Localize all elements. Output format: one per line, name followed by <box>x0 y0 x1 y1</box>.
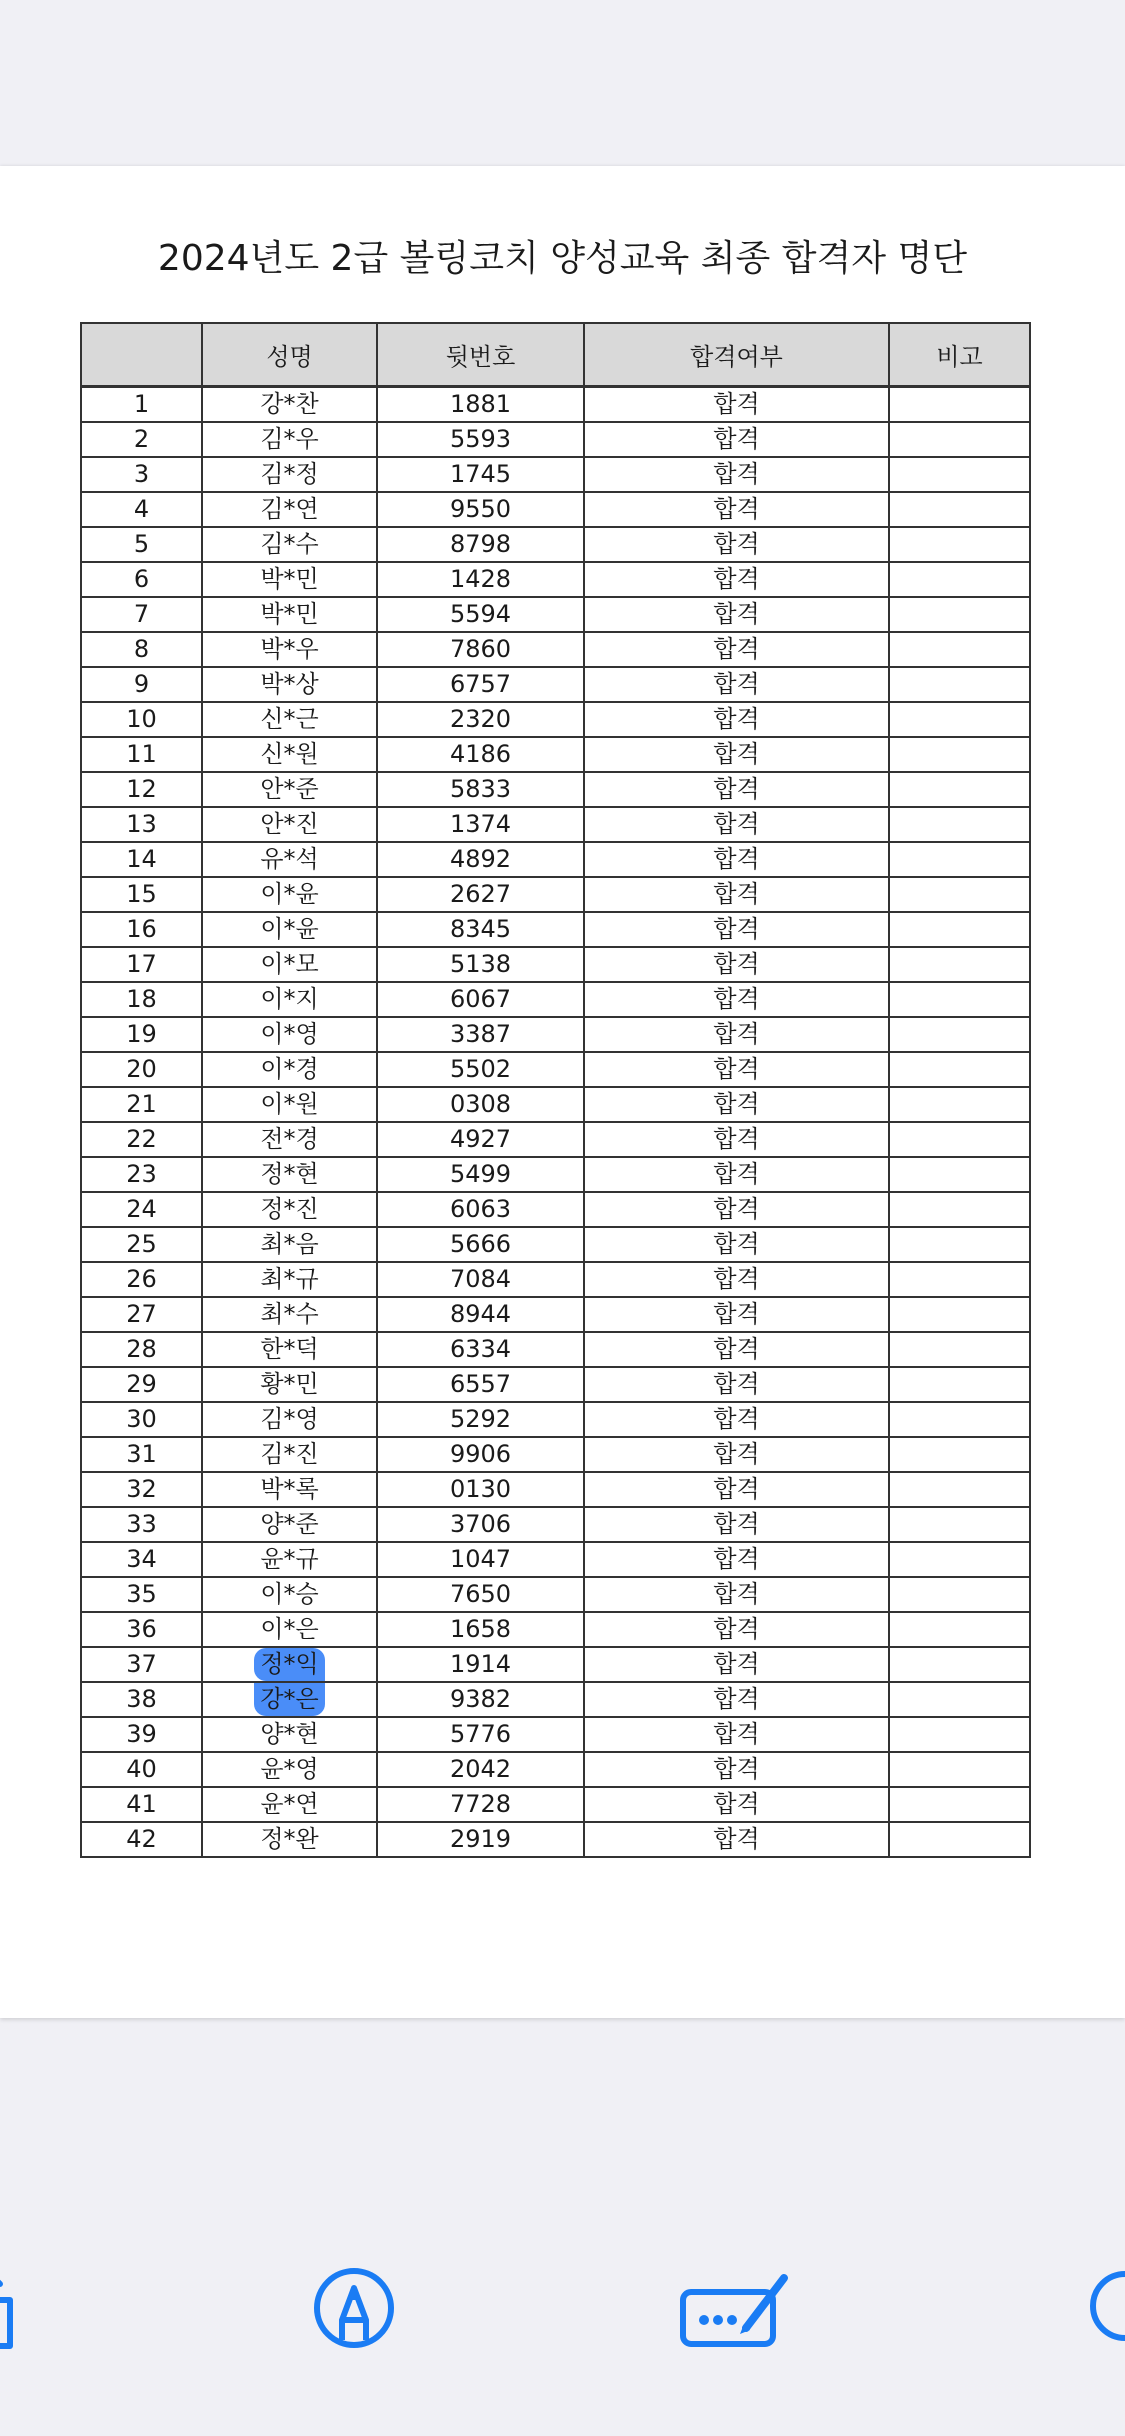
row-number: 2 <box>81 422 202 457</box>
row-back-number: 8798 <box>377 527 584 562</box>
table-row <box>81 1472 1030 1507</box>
row-number: 28 <box>81 1332 202 1367</box>
signature-button[interactable] <box>678 2260 794 2356</box>
row-remarks <box>889 667 1030 702</box>
row-number: 38 <box>81 1682 202 1717</box>
row-remarks <box>889 1052 1030 1087</box>
row-result: 합격 <box>584 1787 889 1822</box>
row-name: 신*원 <box>202 737 377 772</box>
row-back-number: 5594 <box>377 597 584 632</box>
row-remarks <box>889 1017 1030 1052</box>
row-name: 정*진 <box>202 1192 377 1227</box>
selected-text-highlight[interactable]: 강*은 <box>254 1683 324 1716</box>
table-row <box>81 1787 1030 1822</box>
row-number: 21 <box>81 1087 202 1122</box>
table-row <box>81 1402 1030 1437</box>
row-number: 20 <box>81 1052 202 1087</box>
row-name: 김*수 <box>202 527 377 562</box>
row-name: 이*모 <box>202 947 377 982</box>
markup-pen-icon <box>306 2260 402 2356</box>
results-table <box>80 322 1031 1858</box>
row-remarks <box>889 632 1030 667</box>
row-name: 정*완 <box>202 1822 377 1857</box>
row-number: 18 <box>81 982 202 1017</box>
row-name: 안*진 <box>202 807 377 842</box>
row-number: 11 <box>81 737 202 772</box>
row-back-number: 5502 <box>377 1052 584 1087</box>
row-back-number: 9550 <box>377 492 584 527</box>
row-number: 15 <box>81 877 202 912</box>
row-result: 합격 <box>584 597 889 632</box>
row-name: 이*원 <box>202 1087 377 1122</box>
row-name: 이*윤 <box>202 877 377 912</box>
row-name: 최*규 <box>202 1262 377 1297</box>
table-row <box>81 562 1030 597</box>
row-name: 김*정 <box>202 457 377 492</box>
row-result: 합격 <box>584 1087 889 1122</box>
row-result: 합격 <box>584 1402 889 1437</box>
row-remarks <box>889 982 1030 1017</box>
column-header-remarks: 비고 <box>889 323 1030 387</box>
row-number: 16 <box>81 912 202 947</box>
row-result: 합격 <box>584 1052 889 1087</box>
row-result: 합격 <box>584 1192 889 1227</box>
row-remarks <box>889 1472 1030 1507</box>
row-back-number: 1428 <box>377 562 584 597</box>
table-row <box>81 1647 1030 1682</box>
search-button[interactable] <box>1079 2260 1125 2356</box>
row-number: 22 <box>81 1122 202 1157</box>
row-result: 합격 <box>584 1367 889 1402</box>
table-row <box>81 667 1030 702</box>
row-name: 박*민 <box>202 597 377 632</box>
table-row <box>81 982 1030 1017</box>
row-back-number: 6557 <box>377 1367 584 1402</box>
signature-icon <box>678 2260 794 2356</box>
row-remarks <box>889 597 1030 632</box>
row-name: 신*근 <box>202 702 377 737</box>
row-back-number: 1914 <box>377 1647 584 1682</box>
row-remarks <box>889 1402 1030 1437</box>
table-row <box>81 1262 1030 1297</box>
row-result: 합격 <box>584 1507 889 1542</box>
table-row <box>81 1122 1030 1157</box>
row-back-number: 4892 <box>377 842 584 877</box>
row-name: 김*진 <box>202 1437 377 1472</box>
table-row <box>81 1437 1030 1472</box>
row-result: 합격 <box>584 457 889 492</box>
row-name: 한*덕 <box>202 1332 377 1367</box>
row-number: 27 <box>81 1297 202 1332</box>
row-remarks <box>889 1682 1030 1717</box>
row-result: 합격 <box>584 1122 889 1157</box>
row-number: 14 <box>81 842 202 877</box>
row-name: 이*지 <box>202 982 377 1017</box>
row-result: 합격 <box>584 947 889 982</box>
table-row <box>81 772 1030 807</box>
row-name: 이*경 <box>202 1052 377 1087</box>
row-number: 1 <box>81 387 202 423</box>
row-remarks <box>889 1157 1030 1192</box>
row-remarks <box>889 527 1030 562</box>
table-row <box>81 1717 1030 1752</box>
row-back-number: 9906 <box>377 1437 584 1472</box>
row-number: 41 <box>81 1787 202 1822</box>
row-back-number: 4186 <box>377 737 584 772</box>
table-row <box>81 597 1030 632</box>
row-remarks <box>889 1227 1030 1262</box>
table-row <box>81 947 1030 982</box>
row-number: 40 <box>81 1752 202 1787</box>
row-back-number: 0130 <box>377 1472 584 1507</box>
row-back-number: 9382 <box>377 1682 584 1717</box>
table-body <box>81 387 1030 1858</box>
row-number: 19 <box>81 1017 202 1052</box>
row-name: 이*영 <box>202 1017 377 1052</box>
row-back-number: 6757 <box>377 667 584 702</box>
table-row <box>81 912 1030 947</box>
row-result: 합격 <box>584 1437 889 1472</box>
table-row <box>81 842 1030 877</box>
row-name: 정*현 <box>202 1157 377 1192</box>
column-header-number <box>81 323 202 387</box>
row-name: 강*찬 <box>202 387 377 423</box>
row-number: 37 <box>81 1647 202 1682</box>
selected-text-highlight[interactable]: 정*익 <box>254 1648 324 1681</box>
row-name: 최*수 <box>202 1297 377 1332</box>
table-row <box>81 527 1030 562</box>
row-remarks <box>889 387 1030 423</box>
row-result: 합격 <box>584 492 889 527</box>
table-row <box>81 422 1030 457</box>
row-back-number: 1374 <box>377 807 584 842</box>
row-number: 17 <box>81 947 202 982</box>
row-back-number: 6063 <box>377 1192 584 1227</box>
row-back-number: 5138 <box>377 947 584 982</box>
row-name <box>202 1647 377 1682</box>
row-back-number: 5833 <box>377 772 584 807</box>
row-result: 합격 <box>584 702 889 737</box>
row-remarks <box>889 562 1030 597</box>
row-number: 36 <box>81 1612 202 1647</box>
table-row <box>81 1227 1030 1262</box>
row-remarks <box>889 807 1030 842</box>
row-name: 박*록 <box>202 1472 377 1507</box>
row-remarks <box>889 702 1030 737</box>
row-number: 31 <box>81 1437 202 1472</box>
row-number: 30 <box>81 1402 202 1437</box>
row-remarks <box>889 947 1030 982</box>
row-result: 합격 <box>584 422 889 457</box>
row-result: 합격 <box>584 1297 889 1332</box>
row-result: 합격 <box>584 1472 889 1507</box>
row-number: 13 <box>81 807 202 842</box>
table-row <box>81 1332 1030 1367</box>
row-result: 합격 <box>584 387 889 423</box>
row-result: 합격 <box>584 1157 889 1192</box>
column-header-back-number: 뒷번호 <box>377 323 584 387</box>
row-number: 7 <box>81 597 202 632</box>
row-remarks <box>889 1192 1030 1227</box>
table-row <box>81 1297 1030 1332</box>
row-result: 합격 <box>584 1682 889 1717</box>
row-back-number: 7650 <box>377 1577 584 1612</box>
row-back-number: 0308 <box>377 1087 584 1122</box>
row-result: 합격 <box>584 1717 889 1752</box>
table-row <box>81 1052 1030 1087</box>
table-row <box>81 632 1030 667</box>
row-back-number: 5292 <box>377 1402 584 1437</box>
table-row <box>81 1507 1030 1542</box>
table-row <box>81 1577 1030 1612</box>
row-result: 합격 <box>584 1542 889 1577</box>
row-number: 25 <box>81 1227 202 1262</box>
row-result: 합격 <box>584 527 889 562</box>
row-name: 윤*연 <box>202 1787 377 1822</box>
row-result: 합격 <box>584 1822 889 1857</box>
search-icon <box>1079 2260 1125 2356</box>
row-name: 황*민 <box>202 1367 377 1402</box>
row-remarks <box>889 877 1030 912</box>
row-name: 이*승 <box>202 1577 377 1612</box>
table-row <box>81 1752 1030 1787</box>
row-name: 박*상 <box>202 667 377 702</box>
row-result: 합격 <box>584 1752 889 1787</box>
table-row <box>81 1367 1030 1402</box>
row-back-number: 2919 <box>377 1822 584 1857</box>
row-back-number: 1881 <box>377 387 584 423</box>
row-result: 합격 <box>584 737 889 772</box>
row-number: 35 <box>81 1577 202 1612</box>
row-name: 이*은 <box>202 1612 377 1647</box>
bottom-toolbar <box>0 2260 1125 2400</box>
row-number: 4 <box>81 492 202 527</box>
row-back-number: 5666 <box>377 1227 584 1262</box>
table-row <box>81 1542 1030 1577</box>
row-result: 합격 <box>584 772 889 807</box>
row-remarks <box>889 1297 1030 1332</box>
row-back-number: 7728 <box>377 1787 584 1822</box>
row-number: 24 <box>81 1192 202 1227</box>
table-row <box>81 807 1030 842</box>
row-result: 합격 <box>584 1332 889 1367</box>
row-back-number: 7084 <box>377 1262 584 1297</box>
row-number: 8 <box>81 632 202 667</box>
table-row <box>81 702 1030 737</box>
row-number: 34 <box>81 1542 202 1577</box>
row-result: 합격 <box>584 667 889 702</box>
table-row <box>81 877 1030 912</box>
row-back-number: 2627 <box>377 877 584 912</box>
row-result: 합격 <box>584 1227 889 1262</box>
table-header-row <box>81 323 1030 387</box>
row-number: 12 <box>81 772 202 807</box>
row-result: 합격 <box>584 632 889 667</box>
row-remarks <box>889 1647 1030 1682</box>
row-name: 이*윤 <box>202 912 377 947</box>
row-result: 합격 <box>584 877 889 912</box>
row-name: 박*민 <box>202 562 377 597</box>
row-remarks <box>889 457 1030 492</box>
row-number: 42 <box>81 1822 202 1857</box>
row-number: 3 <box>81 457 202 492</box>
row-name: 윤*규 <box>202 1542 377 1577</box>
table-row <box>81 1157 1030 1192</box>
table-row <box>81 387 1030 423</box>
row-back-number: 8944 <box>377 1297 584 1332</box>
row-remarks <box>889 1822 1030 1857</box>
row-remarks <box>889 1787 1030 1822</box>
table-row <box>81 492 1030 527</box>
row-remarks <box>889 492 1030 527</box>
row-number: 26 <box>81 1262 202 1297</box>
share-button[interactable] <box>0 2260 34 2356</box>
row-name: 안*준 <box>202 772 377 807</box>
row-remarks <box>889 1262 1030 1297</box>
row-remarks <box>889 1087 1030 1122</box>
row-remarks <box>889 1332 1030 1367</box>
table-row <box>81 1612 1030 1647</box>
row-name: 김*우 <box>202 422 377 457</box>
row-remarks <box>889 737 1030 772</box>
table-row <box>81 1192 1030 1227</box>
document-title: 2024년도 2급 볼링코치 양성교육 최종 합격자 명단 <box>157 238 968 279</box>
row-remarks <box>889 1122 1030 1157</box>
row-back-number: 2042 <box>377 1752 584 1787</box>
row-result: 합격 <box>584 1612 889 1647</box>
row-result: 합격 <box>584 562 889 597</box>
row-name: 김*영 <box>202 1402 377 1437</box>
table-row <box>81 457 1030 492</box>
row-result: 합격 <box>584 1262 889 1297</box>
markup-button[interactable] <box>306 2260 402 2356</box>
row-back-number: 6334 <box>377 1332 584 1367</box>
row-number: 29 <box>81 1367 202 1402</box>
row-number: 39 <box>81 1717 202 1752</box>
table-row <box>81 1087 1030 1122</box>
row-result: 합격 <box>584 1017 889 1052</box>
row-back-number: 7860 <box>377 632 584 667</box>
column-header-name: 성명 <box>202 323 377 387</box>
row-name: 전*경 <box>202 1122 377 1157</box>
row-remarks <box>889 1717 1030 1752</box>
row-number: 5 <box>81 527 202 562</box>
row-name: 양*준 <box>202 1507 377 1542</box>
row-remarks <box>889 912 1030 947</box>
row-remarks <box>889 1542 1030 1577</box>
row-name: 김*연 <box>202 492 377 527</box>
row-remarks <box>889 1612 1030 1647</box>
row-remarks <box>889 1437 1030 1472</box>
row-result: 합격 <box>584 807 889 842</box>
row-remarks <box>889 1367 1030 1402</box>
row-back-number: 3706 <box>377 1507 584 1542</box>
row-back-number: 8345 <box>377 912 584 947</box>
row-result: 합격 <box>584 1577 889 1612</box>
pdf-page[interactable] <box>0 166 1125 2018</box>
row-back-number: 5776 <box>377 1717 584 1752</box>
row-result: 합격 <box>584 842 889 877</box>
row-result: 합격 <box>584 982 889 1017</box>
row-remarks <box>889 772 1030 807</box>
row-remarks <box>889 842 1030 877</box>
row-remarks <box>889 1577 1030 1612</box>
table-row <box>81 1682 1030 1717</box>
table-row <box>81 1822 1030 1857</box>
row-back-number: 4927 <box>377 1122 584 1157</box>
column-header-result: 합격여부 <box>584 323 889 387</box>
row-back-number: 6067 <box>377 982 584 1017</box>
row-back-number: 1745 <box>377 457 584 492</box>
row-result: 합격 <box>584 1647 889 1682</box>
row-name: 유*석 <box>202 842 377 877</box>
row-result: 합격 <box>584 912 889 947</box>
row-number: 6 <box>81 562 202 597</box>
share-icon <box>0 2260 34 2356</box>
row-name: 박*우 <box>202 632 377 667</box>
row-back-number: 5593 <box>377 422 584 457</box>
row-back-number: 2320 <box>377 702 584 737</box>
row-remarks <box>889 1507 1030 1542</box>
row-name: 양*현 <box>202 1717 377 1752</box>
row-back-number: 1658 <box>377 1612 584 1647</box>
table-row <box>81 737 1030 772</box>
table-row <box>81 1017 1030 1052</box>
row-name: 윤*영 <box>202 1752 377 1787</box>
row-number: 32 <box>81 1472 202 1507</box>
row-name: 최*음 <box>202 1227 377 1262</box>
row-back-number: 5499 <box>377 1157 584 1192</box>
row-number: 23 <box>81 1157 202 1192</box>
row-number: 9 <box>81 667 202 702</box>
row-back-number: 3387 <box>377 1017 584 1052</box>
row-name <box>202 1682 377 1717</box>
row-remarks <box>889 1752 1030 1787</box>
row-remarks <box>889 422 1030 457</box>
row-number: 33 <box>81 1507 202 1542</box>
row-back-number: 1047 <box>377 1542 584 1577</box>
row-number: 10 <box>81 702 202 737</box>
